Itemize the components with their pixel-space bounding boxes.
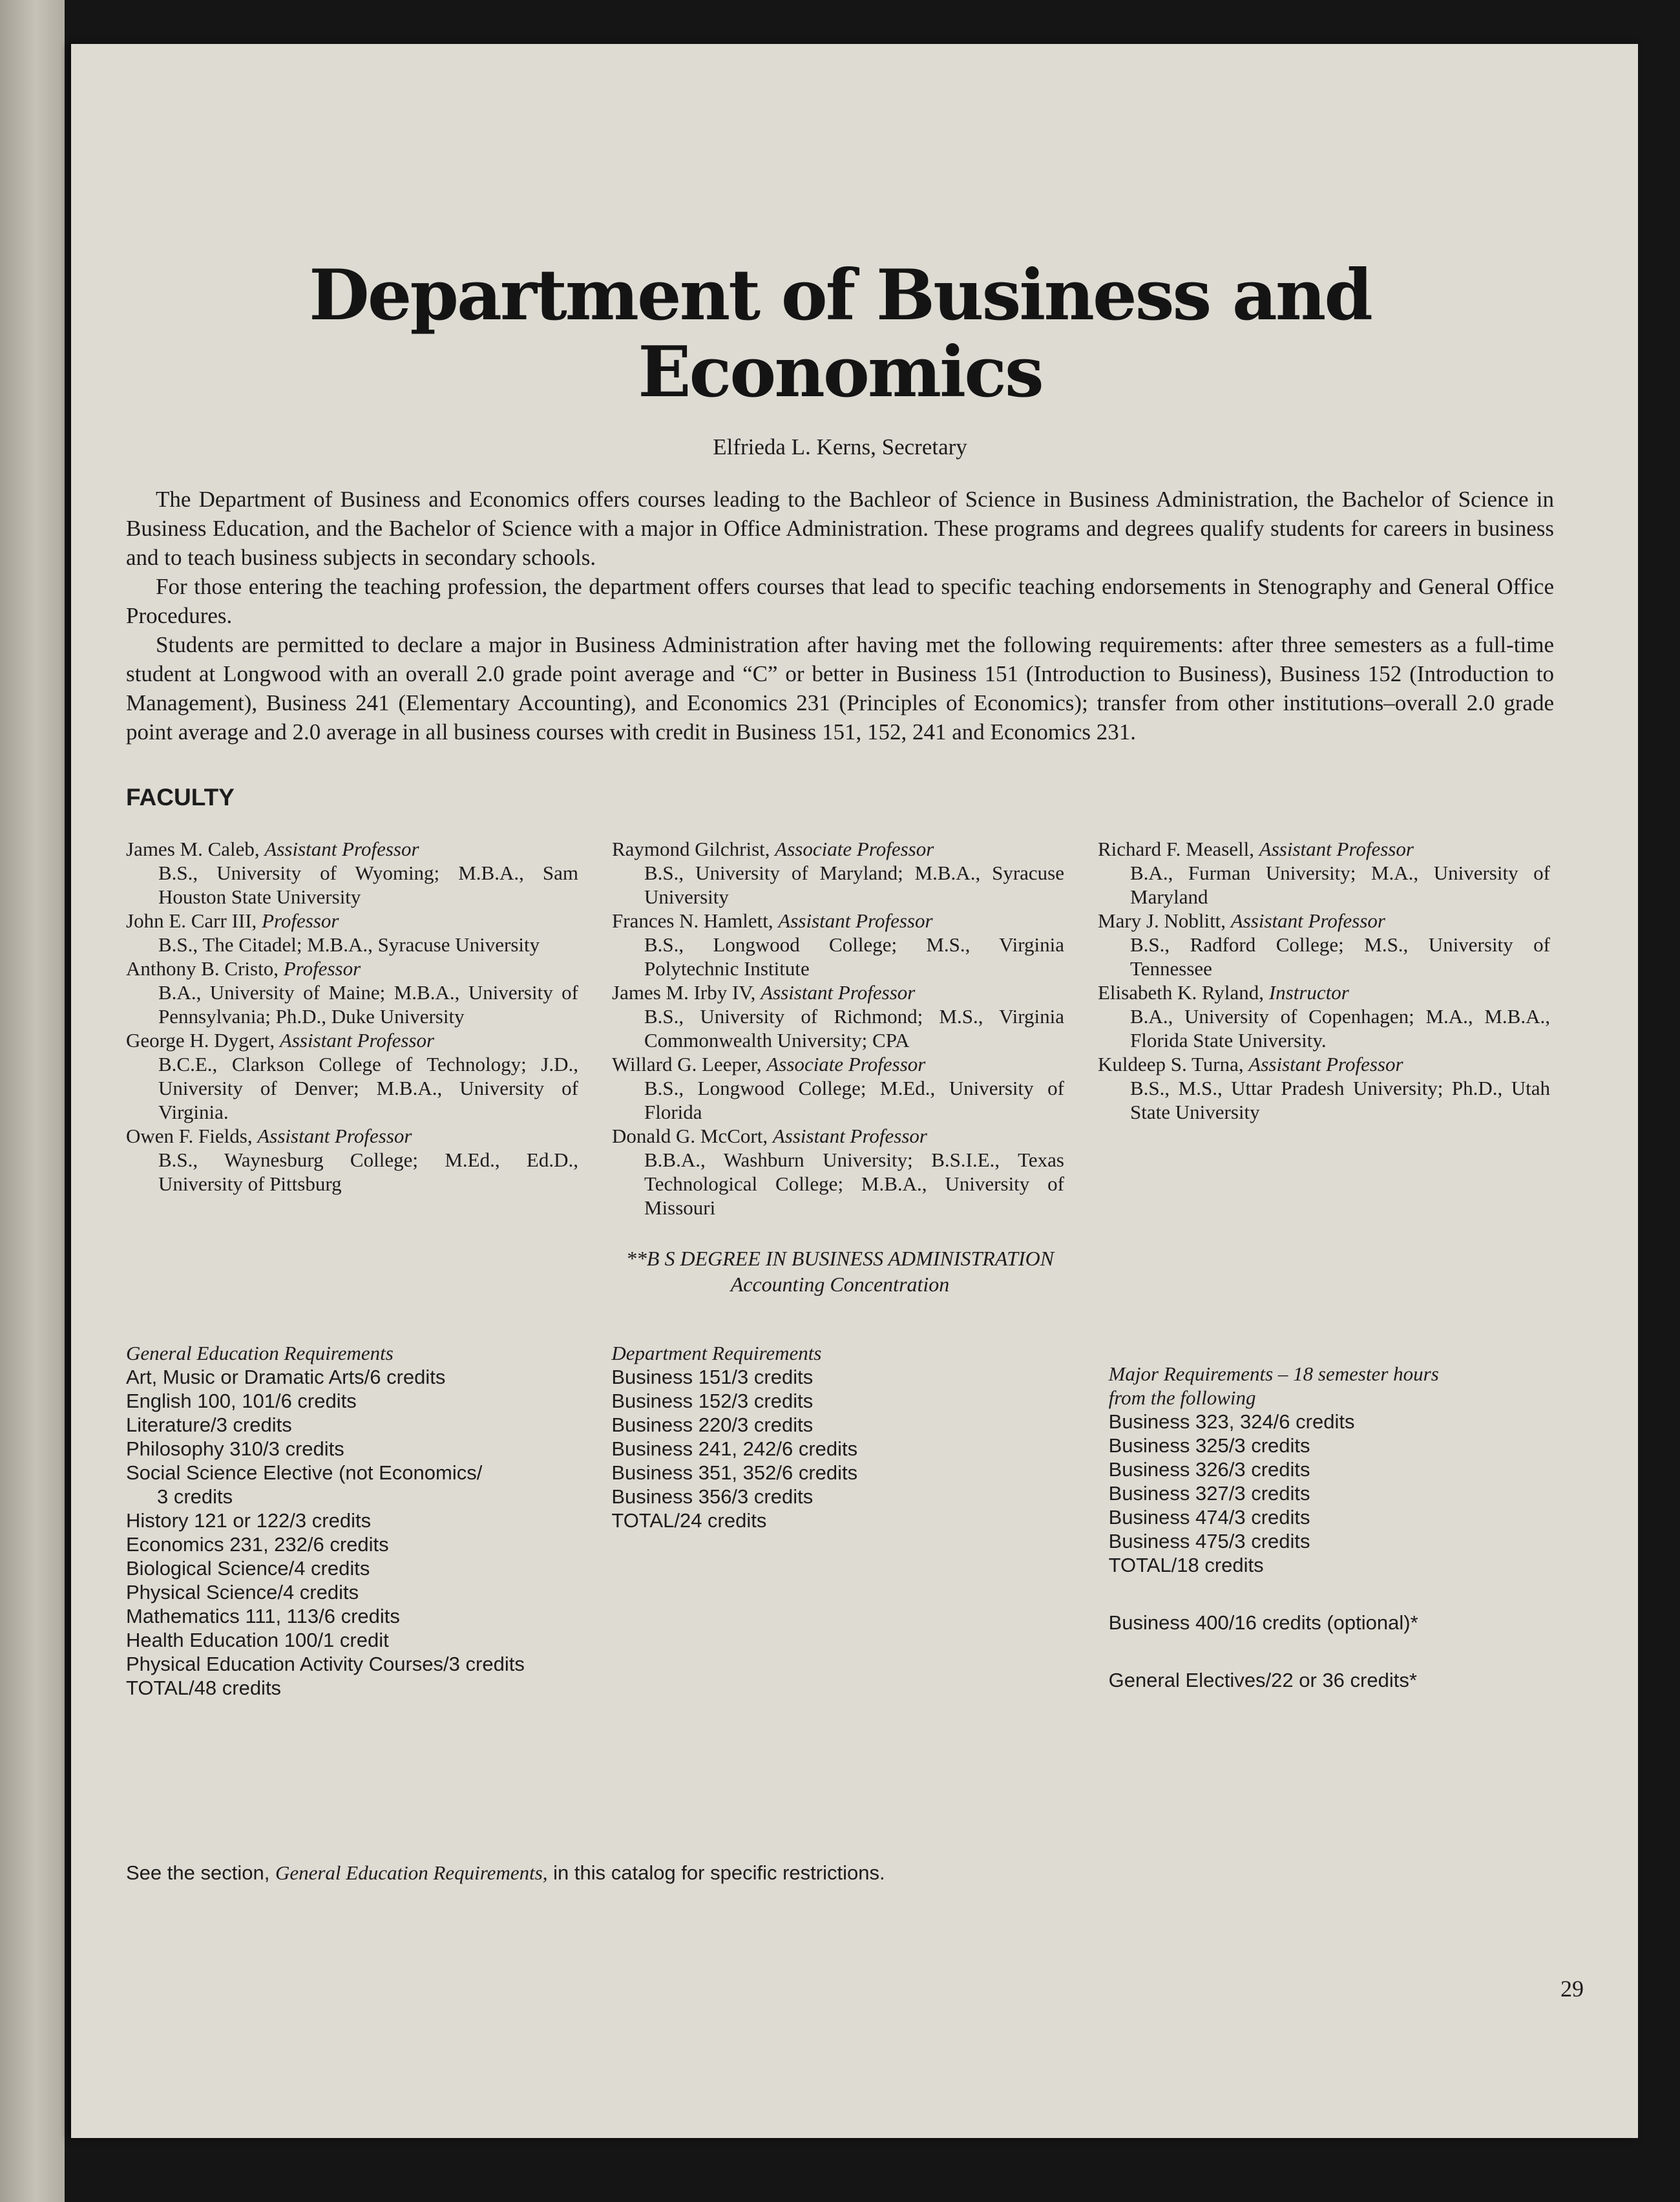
requirement-item: English 100, 101/6 credits <box>126 1389 357 1412</box>
footnote-text: in this catalog for specific restrictions. <box>553 1861 885 1884</box>
requirements-subheading: from the following <box>1108 1386 1256 1409</box>
secretary-line: Elfrieda L. Kerns, Secretary <box>713 434 967 460</box>
faculty-member <box>126 837 578 909</box>
page-number: 29 <box>1560 1976 1584 2002</box>
general-education-requirements <box>126 1341 611 1700</box>
requirements-heading: Major Requirements – 18 semester hours <box>1108 1362 1439 1385</box>
faculty-title: Assistant Professor <box>761 980 916 1004</box>
degree-title: **B S DEGREE IN BUSINESS ADMINISTRATION <box>625 1246 1055 1270</box>
faculty-member <box>1098 909 1550 980</box>
requirements-heading: Department Requirements <box>611 1341 822 1364</box>
intro-paragraph: The Department of Business and Economics offers courses leading to the Bachleor of Science in Business Administration, the Bachelor of Science in Business Education, and the Bachelor of Science with a major in Office Administration. These programs and degrees qualify students for careers in business and to teach business subjects in secondary schools. <box>126 486 1554 570</box>
faculty-title: Assistant Professor <box>279 1028 435 1052</box>
faculty-degrees: B.C.E., Clarkson College of Technology; J.D., University of Denver; M.B.A., University of Virginia. <box>158 1052 578 1123</box>
faculty-title: Assistant Professor <box>1230 909 1385 932</box>
requirement-item: Physical Education Activity Courses/3 credits <box>126 1652 525 1675</box>
faculty-member <box>612 909 1064 980</box>
requirement-item: Business 326/3 credits <box>1108 1457 1310 1481</box>
faculty-degrees: B.B.A., Washburn University; B.S.I.E., Texas Technological College; M.B.A., University of Missouri <box>644 1148 1064 1219</box>
requirement-item: Business 474/3 credits <box>1108 1505 1310 1529</box>
requirement-item: Philosophy 310/3 credits <box>126 1437 344 1460</box>
faculty-degrees: B.S., Radford College; M.S., University of Tennessee <box>1130 933 1550 980</box>
faculty-heading: FACULTY <box>126 783 235 810</box>
requirement-total: TOTAL/48 credits <box>126 1676 282 1699</box>
faculty-name: George H. Dygert, <box>126 1028 275 1052</box>
faculty-list <box>126 837 1554 1220</box>
faculty-degrees: B.A., University of Copenhagen; M.A., M.B.A., Florida State University. <box>1130 1004 1550 1052</box>
requirement-item: Business 351, 352/6 credits <box>611 1461 858 1484</box>
faculty-name: James M. Caleb, <box>126 837 260 860</box>
faculty-member <box>612 837 1064 909</box>
faculty-degrees: B.S., The Citadel; M.B.A., Syracuse University <box>158 933 540 956</box>
faculty-member <box>612 1124 1064 1220</box>
faculty-member <box>1098 980 1550 1052</box>
degree-heading <box>126 1245 1554 1297</box>
requirement-item: Business 356/3 credits <box>611 1485 814 1508</box>
faculty-title: Instructor <box>1268 980 1349 1004</box>
requirement-item: Business 220/3 credits <box>611 1413 814 1436</box>
requirement-item: Mathematics 111, 113/6 credits <box>126 1604 400 1627</box>
faculty-member <box>126 909 578 957</box>
requirement-item: Business 327/3 credits <box>1108 1481 1310 1505</box>
faculty-degrees: B.S., University of Maryland; M.B.A., Syracuse University <box>644 861 1064 908</box>
faculty-name: James M. Irby IV, <box>612 980 756 1004</box>
faculty-degrees: B.S., M.S., Uttar Pradesh University; Ph.D., Utah State University <box>1130 1076 1550 1123</box>
faculty-name: Donald G. McCort, <box>612 1124 768 1147</box>
faculty-member <box>126 957 578 1028</box>
footnote <box>126 1861 1554 1885</box>
optional-credits: Business 400/16 credits (optional)* <box>1108 1611 1418 1634</box>
faculty-column-2 <box>612 837 1064 1220</box>
catalog-page <box>71 44 1638 2138</box>
faculty-title: Assistant Professor <box>778 909 933 932</box>
faculty-title: Assistant Professor <box>257 1124 412 1147</box>
faculty-name: Owen F. Fields, <box>126 1124 253 1147</box>
major-requirements <box>1109 1341 1554 1700</box>
faculty-member <box>1098 837 1550 909</box>
faculty-member <box>612 1052 1064 1124</box>
department-requirements <box>611 1341 1108 1700</box>
general-electives: General Electives/22 or 36 credits* <box>1108 1668 1417 1691</box>
faculty-member <box>612 980 1064 1052</box>
footnote-reference: General Education Requirements, <box>275 1861 548 1884</box>
faculty-name: Anthony B. Cristo, <box>126 957 278 980</box>
requirement-item: Business 475/3 credits <box>1108 1529 1310 1552</box>
requirement-item: Business 151/3 credits <box>611 1365 814 1388</box>
requirement-total: TOTAL/24 credits <box>611 1509 767 1532</box>
faculty-title: Assistant Professor <box>1259 837 1414 860</box>
requirement-item: Social Science Elective (not Economics/ <box>126 1461 483 1484</box>
degree-concentration: Accounting Concentration <box>730 1272 950 1296</box>
requirement-item: Physical Science/4 credits <box>126 1580 359 1604</box>
faculty-title: Assistant Professor <box>1248 1052 1403 1075</box>
page-content <box>126 257 1554 1885</box>
faculty-degrees: B.A., University of Maine; M.B.A., University of Pennsylvania; Ph.D., Duke University <box>158 980 578 1028</box>
faculty-name: John E. Carr III, <box>126 909 257 932</box>
faculty-column-1 <box>126 837 578 1220</box>
faculty-title: Professor <box>262 909 339 932</box>
faculty-degrees: B.S., Waynesburg College; M.Ed., Ed.D., University of Pittsburg <box>158 1148 578 1195</box>
requirement-item: Economics 231, 232/6 credits <box>126 1532 389 1556</box>
intro-text <box>126 485 1554 746</box>
requirements-heading: General Education Requirements <box>126 1341 394 1364</box>
faculty-name: Richard F. Measell, <box>1098 837 1255 860</box>
footnote-text: See the section, <box>126 1861 270 1884</box>
faculty-degrees: B.S., University of Richmond; M.S., Virginia Commonwealth University; CPA <box>644 1004 1064 1052</box>
faculty-member <box>1098 1052 1550 1124</box>
requirement-item: Biological Science/4 credits <box>126 1556 370 1580</box>
requirement-item: Literature/3 credits <box>126 1413 292 1436</box>
faculty-degrees: B.S., University of Wyoming; M.B.A., Sam Houston State University <box>158 861 578 908</box>
faculty-member <box>126 1028 578 1124</box>
requirement-item: Business 241, 242/6 credits <box>611 1437 858 1460</box>
faculty-title: Associate Professor <box>775 837 934 860</box>
faculty-member <box>126 1124 578 1196</box>
page-title: Department of Business and Economics <box>309 255 1371 413</box>
requirement-item: Business 152/3 credits <box>611 1389 814 1412</box>
requirement-item: Health Education 100/1 credit <box>126 1628 389 1651</box>
faculty-title: Assistant Professor <box>264 837 419 860</box>
requirement-item: History 121 or 122/3 credits <box>126 1509 372 1532</box>
previous-page-edge <box>0 0 65 2202</box>
faculty-name: Elisabeth K. Ryland, <box>1098 980 1265 1004</box>
faculty-name: Mary J. Noblitt, <box>1098 909 1226 932</box>
faculty-name: Willard G. Leeper, <box>612 1052 762 1075</box>
faculty-name: Raymond Gilchrist, <box>612 837 770 860</box>
requirement-item: Business 325/3 credits <box>1108 1434 1310 1457</box>
faculty-name: Kuldeep S. Turna, <box>1098 1052 1244 1075</box>
requirement-total: TOTAL/18 credits <box>1108 1553 1264 1576</box>
faculty-name: Frances N. Hamlett, <box>612 909 773 932</box>
requirement-item: 3 credits <box>157 1485 233 1508</box>
requirements-table <box>126 1341 1554 1700</box>
faculty-degrees: B.A., Furman University; M.A., University of Maryland <box>1130 861 1550 908</box>
faculty-title: Professor <box>283 957 361 980</box>
faculty-degrees: B.S., Longwood College; M.Ed., University of Florida <box>644 1076 1064 1123</box>
requirement-item: Art, Music or Dramatic Arts/6 credits <box>126 1365 446 1388</box>
faculty-title: Assistant Professor <box>772 1124 927 1147</box>
intro-paragraph: Students are permitted to declare a major in Business Administration after having met the following requirements: after three semesters as a full-time student at Longwood with an overall 2.0 grade point average and “C” or better in Business 151 (Introduction to Business), Business 152 (Introduction to Management), Business 241 (Elementary Accounting), and Economics 231 (Principles of Economics); transfer from other institutions–overall 2.0 grade point average and 2.0 average in all business courses with credit in Business 151, 152, 241 and Economics 231. <box>126 631 1554 745</box>
faculty-degrees: B.S., Longwood College; M.S., Virginia Polytechnic Institute <box>644 933 1064 980</box>
requirement-item: Business 323, 324/6 credits <box>1108 1410 1355 1433</box>
intro-paragraph: For those entering the teaching profession, the department offers courses that lead to specific teaching endorsements in Stenography and General Office Procedures. <box>126 573 1554 628</box>
faculty-title: Associate Professor <box>766 1052 926 1075</box>
faculty-column-3 <box>1098 837 1550 1220</box>
